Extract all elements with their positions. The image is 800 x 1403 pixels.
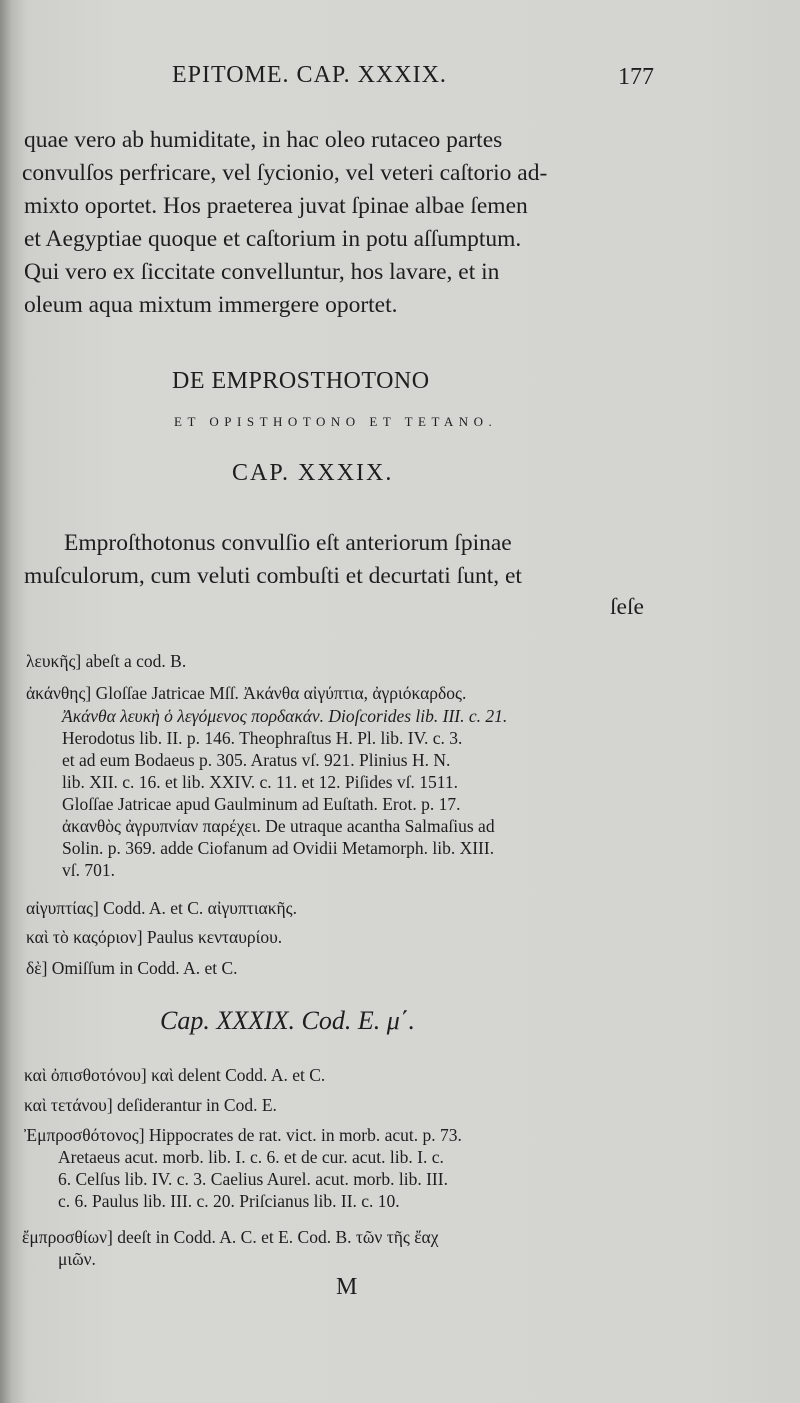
footnote-line: δὲ] Omiſſum in Codd. A. et C. bbox=[26, 958, 238, 978]
footnote-line: et ad eum Bodaeus p. 305. Aratus vſ. 921. Plinius H. N. bbox=[62, 750, 451, 770]
chapter-title: DE EMPROSTHOTONO bbox=[172, 368, 430, 394]
footnote-line: καὶ τετάνου] deſiderantur in Cod. E. bbox=[24, 1095, 277, 1115]
footnote-line: Herodotus lib. II. p. 146. Theophraſtus H. Pl. lib. IV. c. 3. bbox=[62, 728, 463, 748]
text-line: quae vero ab humiditate, in hac oleo rutaceo partes bbox=[24, 127, 503, 153]
footnote-line: 6. Celſus lib. IV. c. 3. Caelius Aurel. acut. morb. lib. III. bbox=[58, 1169, 448, 1189]
footnote-line: Aretaeus acut. morb. lib. I. c. 6. et de cur. acut. lib. I. c. bbox=[58, 1147, 444, 1167]
chapter-number: CAP. XXXIX. bbox=[232, 460, 394, 486]
footnote-line: ἔμπροσθίων] deeſt in Codd. A. C. et E. Cod. B. τῶν τῆς ἔαχ bbox=[22, 1227, 439, 1247]
footnote-line: vſ. 701. bbox=[62, 860, 115, 880]
footnote-line: Ἀκάνθα λευκὴ ὁ λεγόμενος πορδακάν. Dioſcorides lib. III. c. 21. bbox=[62, 706, 508, 726]
text-line: convulſos perfricare, vel ſycionio, vel veteri caſtorio ad- bbox=[22, 160, 548, 186]
chapter-subtitle: ET OPISTHOTONO ET TETANO. bbox=[174, 414, 498, 429]
text-line: mixto oportet. Hos praeterea juvat ſpinae albae ſemen bbox=[24, 193, 528, 219]
footnote-line: Gloſſae Jatricae apud Gaulminum ad Euſtath. Erot. p. 17. bbox=[62, 794, 461, 814]
text-line: muſculorum, cum veluti combuſti et decurtati ſunt, et bbox=[24, 563, 522, 589]
footnote-line: καὶ ὀπισθοτόνου] καὶ delent Codd. A. et C. bbox=[24, 1065, 326, 1085]
running-head: EPITOME. CAP. XXXIX. bbox=[172, 62, 447, 88]
footnote-line: λευκῆς] abeſt a cod. B. bbox=[26, 651, 187, 671]
catchword: ſeſe bbox=[610, 594, 644, 620]
footnote-line: Solin. p. 369. adde Ciofanum ad Ovidii Metamorph. lib. XIII. bbox=[62, 838, 495, 858]
footnote-line: lib. XII. c. 16. et lib. XXIV. c. 11. et 12. Piſides vſ. 1511. bbox=[62, 772, 458, 792]
footnote-line: καὶ τὸ καςόριον] Paulus κενταυρίου. bbox=[26, 927, 283, 947]
footnote-line: c. 6. Paulus lib. III. c. 20. Priſcianus lib. II. c. 10. bbox=[58, 1191, 400, 1211]
footnote-line: ἀκανθὸς ἀγρυπνίαν παρέχει. De utraque acantha Salmaſius ad bbox=[62, 816, 495, 836]
text-line: oleum aqua mixtum immergere oportet. bbox=[24, 292, 398, 318]
text-line: Qui vero ex ſiccitate convelluntur, hos lavare, et in bbox=[24, 259, 500, 285]
text-line: Emproſthotonus convulſio eſt anteriorum ſpinae bbox=[64, 530, 512, 556]
footnote-line: μιῶν. bbox=[58, 1249, 96, 1269]
footnote-line: Ἐμπροσθότονος] Hippocrates de rat. vict. in morb. acut. p. 73. bbox=[24, 1125, 462, 1145]
text-line: et Aegyptiae quoque et caſtorium in potu aſſumptum. bbox=[24, 226, 522, 252]
codex-chapter-note: Cap. XXXIX. Cod. E. μ΄. bbox=[160, 1006, 415, 1035]
footnote-line: ἀκάνθης] Gloſſae Jatricae Mſſ. Ἀκάνθα αἰγύπτια, ἀγριόκαρδος. bbox=[26, 683, 467, 703]
signature-mark: M bbox=[336, 1274, 358, 1300]
page-number: 177 bbox=[618, 64, 654, 90]
footnote-line: αἰγυπτίας] Codd. A. et C. αἰγυπτιακῆς. bbox=[26, 898, 297, 918]
